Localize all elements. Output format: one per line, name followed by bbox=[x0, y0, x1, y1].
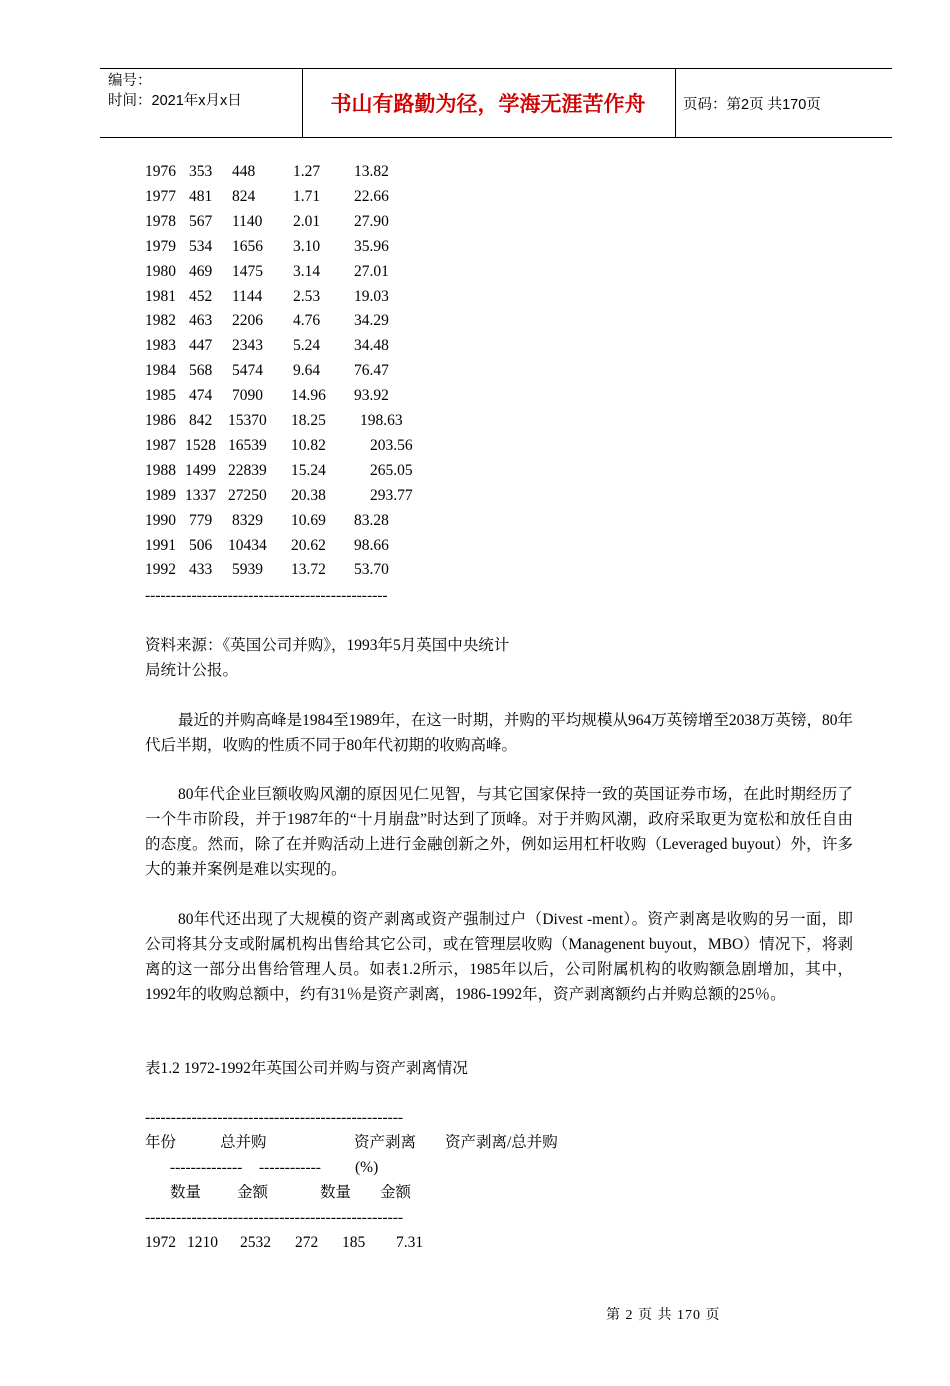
table-cell: 1986 bbox=[145, 412, 176, 429]
source-note bbox=[145, 633, 853, 683]
table-cell: 27.90 bbox=[354, 212, 389, 230]
table-cell: 7090 bbox=[232, 387, 263, 405]
table-cell: 4.76 bbox=[293, 312, 321, 330]
table-cell: 19.03 bbox=[354, 287, 389, 305]
table-cell: 34.29 bbox=[354, 312, 389, 330]
table-cell: 1977 bbox=[145, 187, 176, 205]
table-cell: 1499 bbox=[185, 461, 216, 479]
table-cell: 779 bbox=[189, 511, 213, 529]
table-cell: 198.63 bbox=[360, 412, 403, 429]
cell-count: 1210 bbox=[187, 1234, 218, 1251]
table-cell: 76.47 bbox=[354, 362, 389, 380]
table-cell: 433 bbox=[189, 561, 213, 579]
table-cell: 1992 bbox=[145, 561, 176, 579]
table-cell: 448 bbox=[232, 163, 256, 180]
table-cell: 203.56 bbox=[370, 436, 413, 454]
table-cell: 8329 bbox=[232, 511, 263, 529]
table-cell: 1982 bbox=[145, 312, 176, 330]
subhead-count-2: 数量 bbox=[320, 1184, 352, 1201]
table2-header-row bbox=[0, 1132, 558, 1154]
paragraph-3: 80年代还出现了大规模的资产剥离或资产强制过户（Divest -ment）。资产剥离是收购的另一面，即公司将其分支或附属机构出售给其它公司，或在管理层收购（Managenent buyout，MBO）情况下，将剥离的这一部分出售给管理人员。如表1.2所示，1985年以后，公司附属机构的收购额急剧增加，其中，1992年的收购总额中，约有31％是资产剥离，1986-1992年，资产剥离额约占并购总额的25％。 bbox=[145, 911, 853, 1003]
table-cell: 1.27 bbox=[293, 163, 321, 180]
table-cell: 13.72 bbox=[291, 561, 326, 579]
table-cell: 5474 bbox=[232, 362, 263, 380]
table-cell: 293.77 bbox=[370, 486, 413, 504]
paragraph-2: 80年代企业巨额收购风潮的原因见仁见智，与其它国家保持一致的英国证券市场，在此时期经历了一个牛市阶段，并于1987年的“十月崩盘”时达到了顶峰。对于并购风潮，政府采取更为宽松和放任自由的态度。然而，除了在并购活动上进行金融创新之外，例如运用杠杆收购（Leveraged buyout）外，许多大的兼并案例是难以实现的。 bbox=[145, 786, 853, 878]
table-cell: 265.05 bbox=[370, 461, 413, 479]
table-cell: 1976 bbox=[145, 163, 176, 180]
table-cell: 14.96 bbox=[291, 387, 326, 405]
col-divestment: 资产剥离 bbox=[354, 1134, 417, 1151]
col-year: 年份 bbox=[145, 1134, 177, 1151]
table-cell: 10.82 bbox=[291, 436, 326, 454]
table-cell: 2.53 bbox=[293, 287, 321, 305]
table-cell: 1528 bbox=[185, 436, 216, 454]
table-cell: 22839 bbox=[228, 461, 267, 479]
table-cell: 20.38 bbox=[291, 486, 326, 504]
table-cell: 353 bbox=[189, 163, 213, 180]
header-motto: 书山有路勤为径，学海无涯苦作舟 bbox=[330, 92, 646, 116]
table2-top-rule: -------------------------------------------------- bbox=[145, 1109, 404, 1126]
table-cell: 1978 bbox=[145, 212, 176, 230]
table-cell: 568 bbox=[189, 362, 213, 380]
table-cell: 1980 bbox=[145, 262, 176, 280]
cell-amount: 2532 bbox=[240, 1234, 271, 1251]
serial-label: 编号： bbox=[108, 73, 152, 89]
table-cell: 13.82 bbox=[354, 163, 389, 180]
subhead-count-1: 数量 bbox=[170, 1184, 202, 1201]
table-cell: 842 bbox=[189, 412, 213, 429]
table-cell: 474 bbox=[189, 387, 213, 405]
table2-subrule-row bbox=[0, 1157, 379, 1179]
table-cell: 1989 bbox=[145, 486, 176, 504]
table-cell: 3.10 bbox=[293, 237, 321, 255]
subhead-amount-2: 金额 bbox=[380, 1184, 412, 1201]
table-cell: 1.71 bbox=[293, 187, 321, 205]
table-cell: 1983 bbox=[145, 337, 176, 355]
source-line-1: 资料来源：《英国公司并购》，1993年5月英国中央统计 bbox=[145, 637, 510, 654]
table-cell: 10.69 bbox=[291, 511, 326, 529]
source-line-2: 局统计公报。 bbox=[145, 662, 239, 679]
subrule-total: -------------- bbox=[170, 1159, 243, 1176]
table-cell: 1985 bbox=[145, 387, 176, 405]
table-cell: 469 bbox=[189, 262, 213, 280]
table-cell: 10434 bbox=[228, 536, 267, 554]
table-cell: 98.66 bbox=[354, 536, 389, 554]
table-cell: 53.70 bbox=[354, 561, 389, 579]
subhead-amount-1: 金额 bbox=[237, 1184, 269, 1201]
table2-caption: 表1.2 1972-1992年英国公司并购与资产剥离情况 bbox=[145, 1060, 468, 1077]
table-cell: 506 bbox=[189, 536, 213, 554]
table-cell: 93.92 bbox=[354, 387, 389, 405]
table-bottom-rule: ----------------------------------------------- bbox=[145, 587, 388, 604]
table-cell: 27250 bbox=[228, 486, 267, 504]
table-cell: 83.28 bbox=[354, 511, 389, 529]
header-meta bbox=[108, 71, 303, 111]
table-cell: 1988 bbox=[145, 461, 176, 479]
table-cell: 1991 bbox=[145, 536, 176, 554]
table-cell: 463 bbox=[189, 312, 213, 330]
header-page-info: 页码：第2页 共170页 bbox=[683, 96, 821, 113]
table-cell: 534 bbox=[189, 237, 213, 255]
table-cell: 447 bbox=[189, 337, 213, 355]
table-cell: 2343 bbox=[232, 337, 263, 355]
time-label: 时间：2021年x月x日 bbox=[108, 93, 242, 109]
table-cell: 567 bbox=[189, 212, 213, 230]
table2-mid-rule: -------------------------------------------------- bbox=[145, 1209, 404, 1226]
table-cell: 27.01 bbox=[354, 262, 389, 280]
unit-percent: (%) bbox=[355, 1159, 379, 1176]
table-cell: 35.96 bbox=[354, 237, 389, 255]
table-cell: 15370 bbox=[228, 412, 267, 429]
cell-div-amount: 185 bbox=[342, 1234, 366, 1251]
table-cell: 20.62 bbox=[291, 536, 326, 554]
table-cell: 1984 bbox=[145, 362, 176, 380]
table-cell: 1144 bbox=[232, 287, 263, 305]
table-cell: 1990 bbox=[145, 511, 176, 529]
table-cell: 1475 bbox=[232, 262, 263, 280]
subrule-div: ------------ bbox=[259, 1159, 321, 1176]
cell-ratio: 7.31 bbox=[396, 1234, 424, 1251]
table-cell: 1656 bbox=[232, 237, 263, 255]
table-cell: 1981 bbox=[145, 287, 176, 305]
table-cell: 824 bbox=[232, 187, 256, 205]
table-cell: 3.14 bbox=[293, 262, 321, 280]
col-total-merger: 总并购 bbox=[220, 1134, 267, 1151]
table-cell: 2206 bbox=[232, 312, 263, 330]
page-footer: 第 2 页 共 170 页 bbox=[606, 1308, 721, 1323]
header-divider-right bbox=[675, 69, 676, 137]
table-cell: 5.24 bbox=[293, 337, 321, 355]
paragraph-1: 最近的并购高峰是1984至1989年，在这一时期，并购的平均规模从964万英镑增至2038万英镑，80年代后半期，收购的性质不同于80年代初期的收购高峰。 bbox=[145, 712, 853, 754]
col-ratio: 资产剥离/总并购 bbox=[445, 1134, 558, 1151]
table-cell: 5939 bbox=[232, 561, 263, 579]
page-header bbox=[100, 68, 892, 138]
table-cell: 1140 bbox=[232, 212, 263, 230]
table-cell: 452 bbox=[189, 287, 213, 305]
table-cell: 15.24 bbox=[291, 461, 326, 479]
table-cell: 22.66 bbox=[354, 187, 389, 205]
table-cell: 1337 bbox=[185, 486, 216, 504]
table-cell: 34.48 bbox=[354, 337, 389, 355]
table-cell: 16539 bbox=[228, 436, 267, 454]
cell-div-count: 272 bbox=[295, 1234, 319, 1251]
table-cell: 9.64 bbox=[293, 362, 321, 380]
cell-year: 1972 bbox=[145, 1234, 176, 1251]
table2-subheader-row bbox=[0, 1182, 412, 1204]
table-cell: 2.01 bbox=[293, 212, 321, 230]
table-cell: 18.25 bbox=[291, 412, 326, 429]
table-cell: 481 bbox=[189, 187, 213, 205]
table2-data-row bbox=[0, 1232, 424, 1254]
table-cell: 1987 bbox=[145, 436, 176, 454]
table-cell: 1979 bbox=[145, 237, 176, 255]
